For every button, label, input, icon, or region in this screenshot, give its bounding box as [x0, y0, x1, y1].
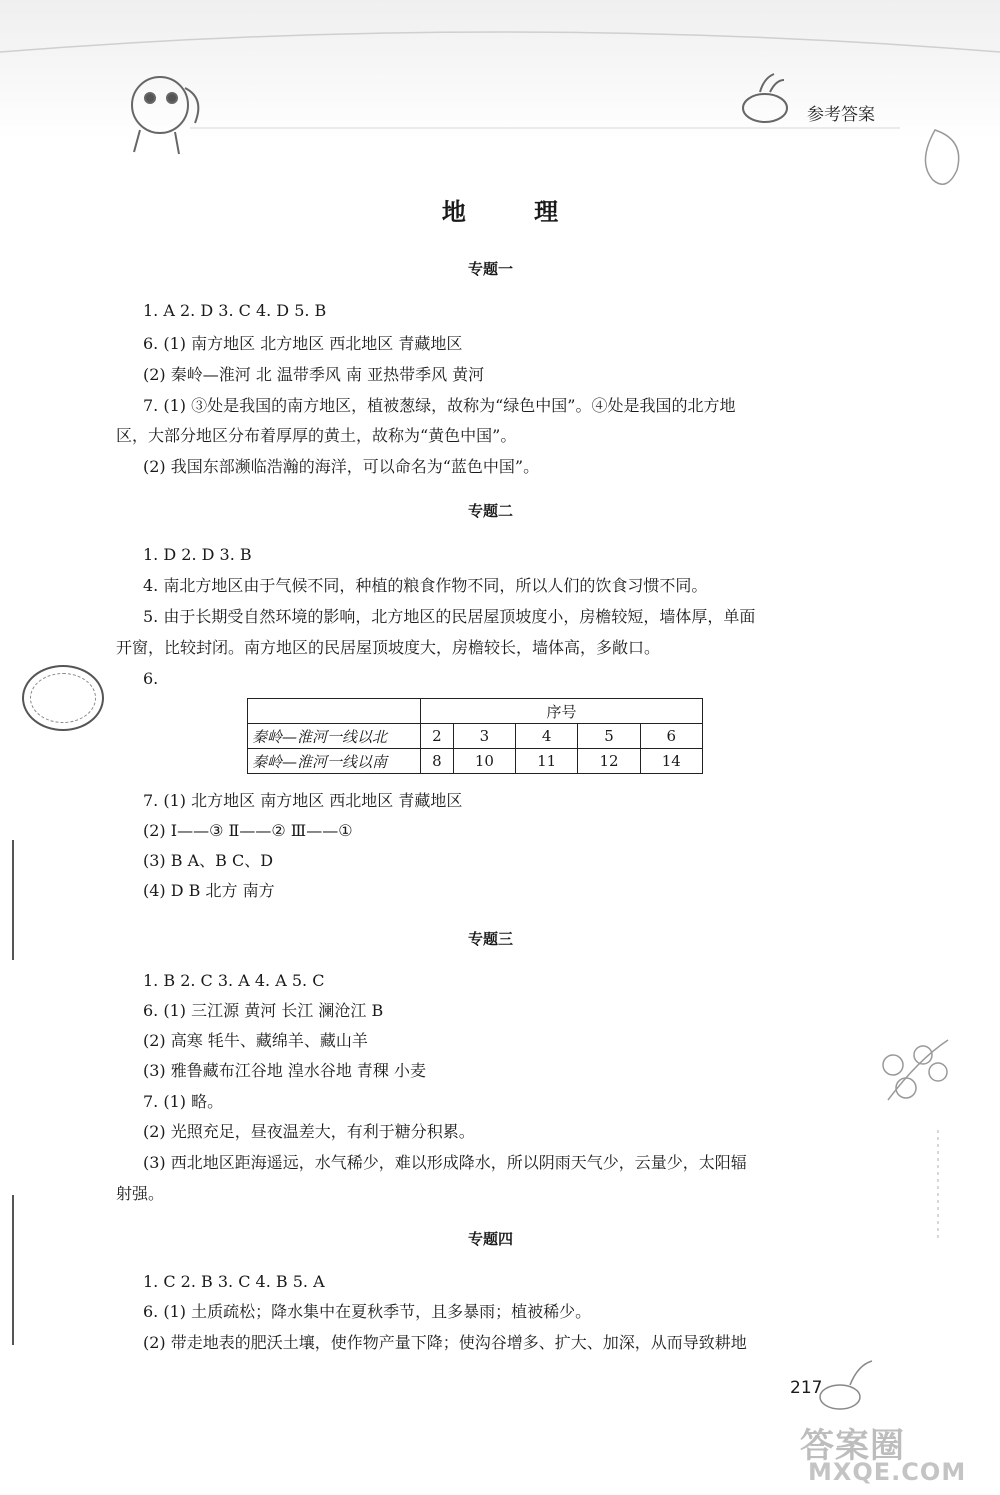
answer-line: 1. B 2. C 3. A 4. A 5. C: [143, 971, 325, 990]
answer-line: 射强。: [116, 1184, 165, 1203]
table-cell: 2: [421, 724, 454, 749]
answer-line: 6.: [143, 669, 159, 688]
watermark-url: MXQE.COM: [808, 1458, 967, 1486]
page-number: 217: [790, 1378, 823, 1398]
table-cell: 11: [516, 749, 578, 774]
answer-line: 4. 南北方地区由于气候不同，种植的粮食作物不同，所以人们的饮食习惯不同。: [143, 576, 708, 595]
section-title: 专题三: [467, 930, 513, 948]
raccoon-icon: [132, 77, 198, 154]
answer-line: (3) B A、B C、D: [143, 851, 274, 870]
answer-line: 7. (1) 略。: [143, 1092, 224, 1111]
table-cell: 6: [640, 724, 702, 749]
answer-line: 1. D 2. D 3. B: [143, 545, 252, 564]
answer-line: 区，大部分地区分布着厚厚的黄土，故称为“黄色中国”。: [116, 426, 517, 445]
answer-line: 开窗，比较封闭。南方地区的民居屋顶坡度大，房檐较长，墙体高，多敞口。: [116, 638, 661, 657]
answer-table: [247, 698, 703, 774]
answer-line: (3) 西北地区距海遥远，水气稀少，难以形成降水，所以阴雨天气少，云量少，太阳辐: [143, 1153, 747, 1172]
table-header-cell: 序号: [421, 699, 703, 724]
answer-line: (2) 我国东部濒临浩瀚的海洋，可以命名为“蓝色中国”。: [143, 457, 540, 476]
table-corner-cell: [248, 699, 421, 724]
answer-line: 7. (1) 北方地区 南方地区 西北地区 青藏地区: [143, 791, 463, 810]
answer-line: (2) 秦岭—淮河 北 温带季风 南 亚热带季风 黄河: [143, 365, 485, 384]
table-row-label: 秦岭—淮河一线以南: [248, 749, 421, 774]
answer-line: 6. (1) 三江源 黄河 长江 澜沧江 B: [143, 1001, 384, 1020]
table-cell: 5: [578, 724, 640, 749]
table-header-row: [248, 699, 703, 724]
answer-line: (2) 带走地表的肥沃土壤，使作物产量下降；使沟谷增多、扩大、加深，从而导致耕地: [143, 1333, 747, 1352]
stamp-seal: [22, 665, 104, 731]
answer-line: 7. (1) ③处是我国的南方地区，植被葱绿，故称为“绿色中国”。④处是我国的北方地: [143, 396, 736, 415]
margin-line: [12, 1195, 14, 1345]
answer-line: (3) 雅鲁藏布江谷地 湟水谷地 青稞 小麦: [143, 1061, 427, 1080]
answer-line: (2) Ⅰ——③ Ⅱ——② Ⅲ——①: [143, 821, 353, 840]
answer-line: (4) D B 北方 南方: [143, 881, 275, 900]
table-cell: 3: [453, 724, 515, 749]
answer-line: 1. C 2. B 3. C 4. B 5. A: [143, 1272, 325, 1291]
header-label: 参考答案: [807, 105, 875, 125]
table-cell: 4: [516, 724, 578, 749]
answer-line: 6. (1) 土质疏松；降水集中在夏秋季节，且多暴雨；植被稀少。: [143, 1302, 592, 1321]
section-title: 专题四: [467, 1230, 513, 1248]
leaf-decoration-icon: [868, 1010, 968, 1250]
table-row: [248, 749, 703, 774]
answer-line: 5. 由于长期受自然环境的影响，北方地区的民居屋顶坡度小，房檐较短，墙体厚，单面: [143, 607, 756, 626]
answer-line: 1. A 2. D 3. C 4. D 5. B: [143, 301, 327, 320]
table-cell: 10: [453, 749, 515, 774]
table-cell: 12: [578, 749, 640, 774]
snail-icon: [743, 74, 787, 122]
table-row-label: 秦岭—淮河一线以北: [248, 724, 421, 749]
strawberry-icon: [925, 130, 958, 184]
margin-line: [12, 840, 14, 960]
answer-line: (2) 高寒 牦牛、藏绵羊、藏山羊: [143, 1031, 368, 1050]
section-title: 专题一: [467, 260, 513, 278]
answer-line: (2) 光照充足，昼夜温差大，有利于糖分积累。: [143, 1122, 475, 1141]
page-title: 地 理: [441, 197, 589, 226]
answer-line: 6. (1) 南方地区 北方地区 西北地区 青藏地区: [143, 334, 463, 353]
watermark-logo: 答案圈: [800, 1426, 905, 1466]
table-row: [248, 724, 703, 749]
section-title: 专题二: [467, 502, 513, 520]
table-cell: 8: [421, 749, 454, 774]
table-cell: 14: [640, 749, 702, 774]
